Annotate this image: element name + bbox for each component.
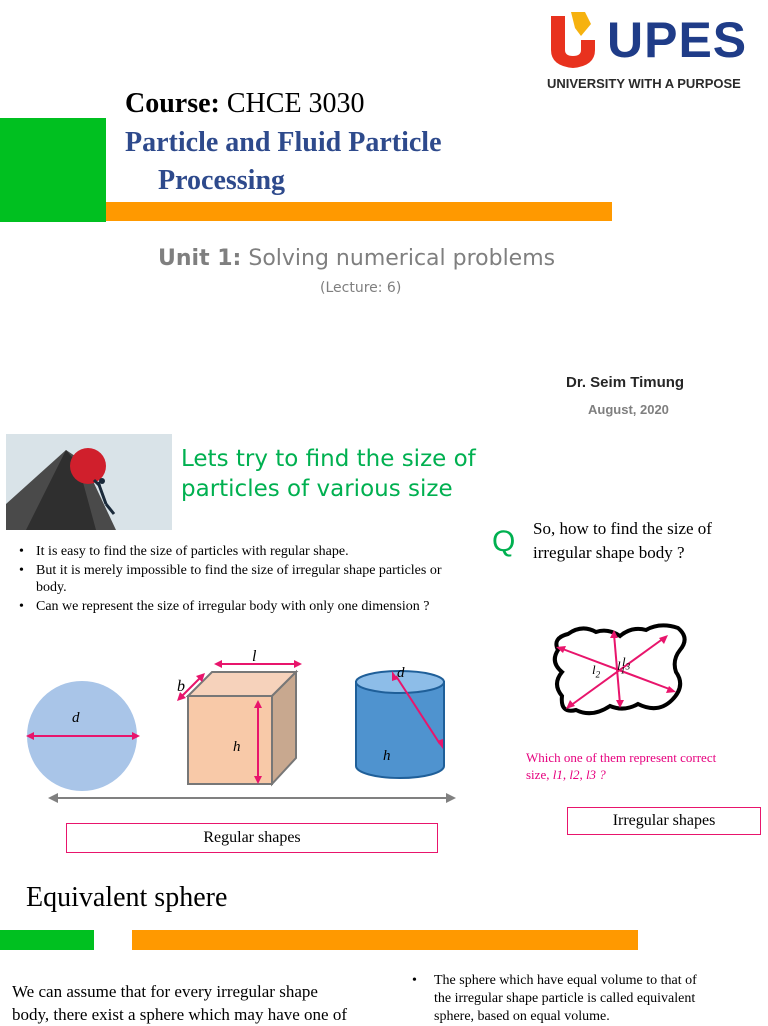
upes-tagline: UNIVERSITY WITH A PURPOSE [547,76,741,91]
regular-shapes-span-arrow [48,792,456,804]
question-vars: l1, l2, l3 ? [552,767,606,782]
regular-shapes-caption [66,823,438,853]
slide-1 [0,0,768,430]
unit-title: Solving numerical problems [248,246,556,271]
q-text-line1: So, how to find the size of [533,519,712,538]
slide3-right-line3: sphere, based on equal volume. [434,1009,610,1024]
irregular-shapes-caption [567,807,761,835]
slide-3 [0,870,768,1024]
lecture-date: August, 2020 [588,402,669,417]
unit-label: Unit 1: [158,246,242,271]
slide3-left-line1: We can assume that for every irregular shape [12,982,318,1001]
unit-line [158,246,555,271]
bullet-dot: • [412,973,417,988]
irregular-l2-label [592,662,600,680]
course-title-line1: Particle and Fluid Particle [125,127,442,158]
irregular-l1-letter: l [617,658,621,673]
slide3-title: Equivalent sphere [26,882,228,913]
cylinder-h-label: h [383,748,391,764]
irregular-l3-sub: 3 [625,661,631,672]
irregular-shapes-label: Irregular shapes [612,812,716,829]
cube-b-label: b [177,678,185,695]
sphere-diagram [24,680,142,794]
q-badge: Q [492,525,516,558]
cube-diagram [172,650,308,790]
course-label: Course: [125,88,220,119]
cylinder-diagram [352,668,448,784]
question-line2 [526,767,606,783]
author-name: Dr. Seim Timung [566,374,685,391]
course-title-line2: Processing [158,165,286,196]
upes-wordmark: UPES [607,12,748,68]
irregular-l1-sub: 1 [620,665,626,676]
cube-l-label: l [252,648,257,665]
bullet-item: • Can we represent the size of irregular body with only one dimension ? [14,598,454,615]
green-accent-block [0,118,106,222]
slide3-right-line1: The sphere which have equal volume to that of [434,973,697,988]
slide3-orange-bar [132,930,638,950]
irregular-l3-letter: l [622,654,626,669]
slide2-heading-line2: particles of various size [181,476,453,502]
bullet-item: • But it is merely impossible to find the size of irregular shape particles or body. [14,562,454,596]
question-line1: Which one of them represent correct [526,750,717,765]
irregular-l2-sub: 2 [595,669,601,680]
cylinder-d-label: d [397,665,405,681]
course-code: CHCE 3030 [226,88,365,119]
upes-shield-icon [547,10,599,70]
slide-2 [0,430,768,870]
irregular-l3-label [622,654,630,672]
course-line [125,88,365,120]
bullet-item: • It is easy to find the size of particles with regular shape. [14,543,454,560]
slide3-right-line2: the irregular shape particle is called equivalent [434,991,696,1006]
q-text-line2: irregular shape body ? [533,543,685,562]
slide3-left-line2: body, there exist a sphere which may have one of [12,1005,348,1024]
slide3-right-bullet [412,972,697,1026]
irregular-l2-letter: l [592,662,596,677]
bullet-list [14,543,454,615]
upes-logo [547,6,767,96]
cube-h-label: h [233,739,241,755]
slide3-green-bar [0,930,94,950]
regular-shapes-label: Regular shapes [203,829,301,846]
sphere-d-label: d [72,710,80,726]
lecture-number: (Lecture: 6) [320,280,402,296]
sisyphus-illustration [6,434,172,530]
slide2-heading-line1: Lets try to find the size of [181,446,476,472]
orange-accent-bar [106,202,612,221]
question-size-word: size, [526,767,550,782]
